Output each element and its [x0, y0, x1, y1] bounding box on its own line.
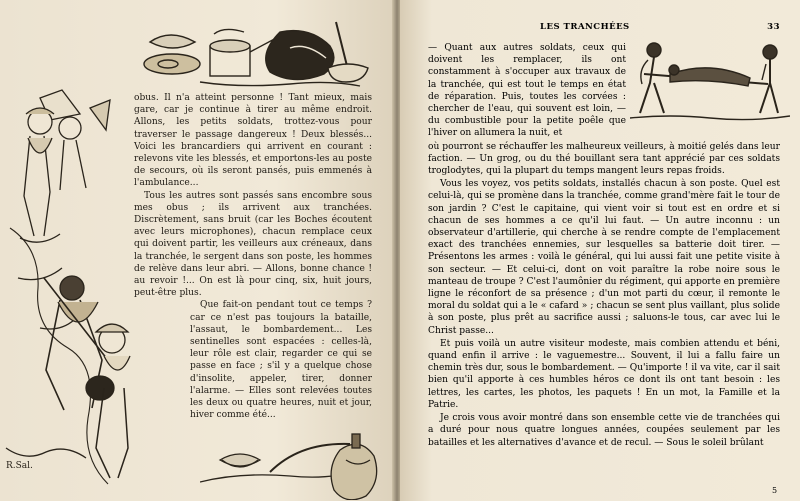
paragraph: obus. Il n'a atteint personne ! Tant mieux, mais gare, car je continue à tirer au même endroit. Allons, les petits soldats, trottez-vous pour traverser le passage dangereux ! Deux blessés... Voici les brancardiers qui arrivent en courant : relevons vite les blessés, et emportons-les au poste de secours, où ils seront pansés, puis emmenés à l'ambulance...	[134, 93, 372, 189]
paragraph: Et puis voilà un autre visiteur modeste, mais combien attendu et béni, quand enfin il arrive : le vaguemestre... Souvent, il lui a fallu faire un chemin très dur, sous le bombardement. — Qu'importe ! il va vite, car il sait bien qu'il apporte à ces humbles héros ce dont ils ont tant besoin : les lettres, les cartes, les photos, les paquets ! En un mot, la Famille et la Patrie.	[428, 338, 780, 410]
signature-mark: 5	[772, 486, 778, 495]
chapter-title: LES TRANCHÉES	[540, 22, 630, 32]
paragraph: Je crois vous avoir montré dans son ensemble cette vie de tranchées qui a duré pour nous quatre longues années, coupées seulement par les batailles et les alternatives d'avance et de recul. — Sous le soleil brûlant	[428, 413, 780, 448]
paragraph: Tous les autres sont passés sans encombre sous mes obus ; ils arrivent aux tranchées. Discrètement, sans bruit (car les Boches écoutent avec leurs microphones), chacun remplace ceux qui doivent partir, les veilleurs aux créneaux, dans la tranchée, le sergent dans son poste, les hommes de relève dans leur abri. — Allons, bonne chance ! au revoir !... On est là pour cinq, six, huit jours, peut-être plus.	[134, 190, 372, 299]
right-page-text	[428, 42, 780, 450]
paragraph: Vous les voyez, vos petits soldats, installés chacun à son poste. Quel est celui-là, qui se promène dans la tranchée, comme grand'mère fait le tour de son jardin ? C'est le capitaine, qui vient voir si tout est en ordre et si chacun de ses hommes a ce qu'il lui faut. — Un autre inconnu : un observateur d'artillerie, qui cherche à se rendre compte de l'emplacement exact des tranchées ennemies, sur lesquelles sa batterie doit tirer. — Présentons les armes : voilà le général, qui lui aussi fait une petite visite à son secteur. — Et celui-ci, dont on voit paraître la robe noire sous le manteau de troupe ? C'est l'aumônier du régiment, qui apporte en première ligne le réconfort de sa présence ; d'un mot parti du cœur, il remonte le moral du soldat qui a le « cafard » ; chacun se sent plus vaillant, plus solide à son poste, plus prêt au sacrifice aussi ; saluons-le tous, car avec lui le Christ passe...	[428, 179, 780, 336]
page-number: 33	[767, 22, 780, 32]
boy-soldiers-playing-icon	[0, 88, 136, 488]
svg-text:R.Sal.: R.Sal.	[6, 461, 33, 471]
canteen-and-bowl-icon	[200, 420, 392, 500]
left-page-text	[134, 92, 372, 421]
paragraph: où pourront se réchauffer les malheureux veilleurs, à moitié gelés dans leur faction. — Un grog, ou du thé bouillant sera tant apprécié par ces soldats troglodytes, qui la plupart du temps mangent leurs repas froids.	[428, 141, 780, 177]
left-page	[0, 0, 394, 501]
paragraph: — Quant aux autres soldats, ceux qui doivent les remplacer, ils ont constamment à s'occuper aux travaux de la tranchée, qui est tout le temps en état de réparation. Puis, toutes les corvées : chercher de l'eau, qui souvent est loin, — du combustible pour la petite poêle que l'hiver on allumera la nuit, et	[428, 43, 626, 139]
paragraph: Que fait-on pendant tout ce temps ? car ce n'est pas toujours la bataille, l'assaut, le bombardement... Les sentinelles sont espacées : celles-là, leur rôle est clair, regarder ce qui se passe en face ; s'il y a quelque chose d'insolite, appeler, tirer, donner l'alarme. — Elles sont relevées toutes les deux ou quatre heures, nuit et jour, hiver comme été...	[190, 300, 372, 421]
camp-cooking-utensils-icon	[140, 12, 380, 94]
